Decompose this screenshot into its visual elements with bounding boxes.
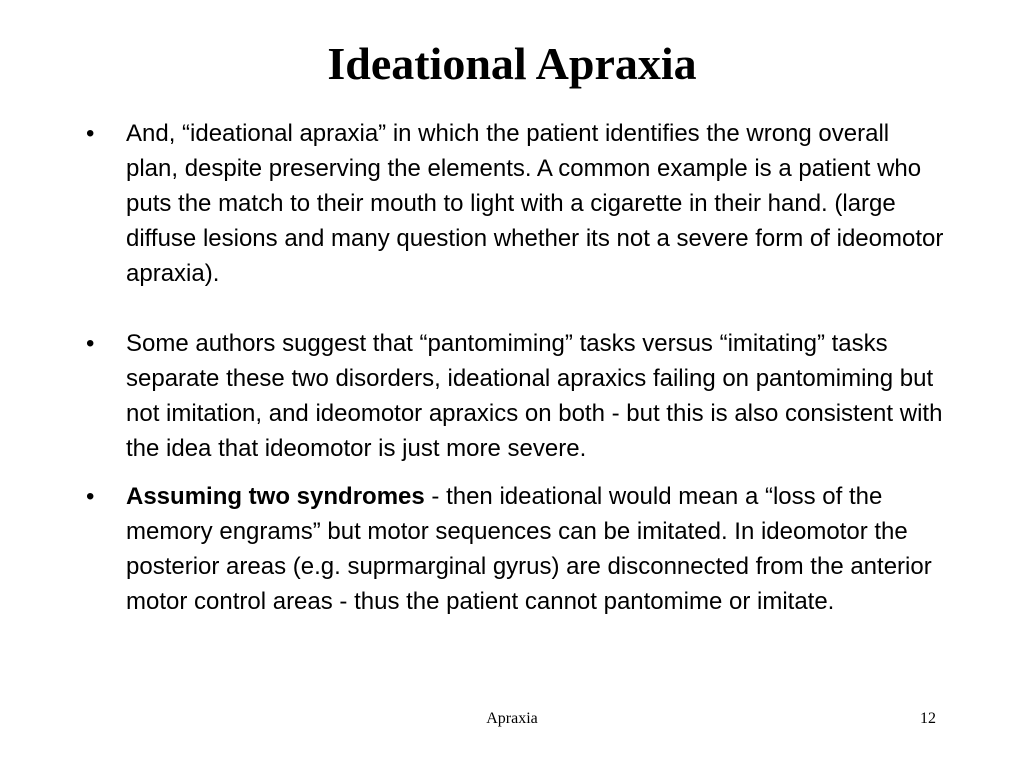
bullet-list (86, 116, 946, 619)
bullet-text: And, “ideational apraxia” in which the patient identifies the wrong overall plan, despite preserving the elements. A common example is a patient who puts the match to their mouth to light with a cigarette in their hand. (large diffuse lesions and many question whether its not a severe form of ideomotor apraxia). (126, 120, 944, 287)
bullet-item-2 (86, 326, 946, 466)
bullet-item-1 (86, 116, 946, 291)
bullet-text: Some authors suggest that “pantomiming” tasks versus “imitating” tasks separate these two disorders, ideational apraxics failing on pantomiming but not imitation, and ideomotor apraxics on both - but this is also consistent with the idea that ideomotor is just more severe. (126, 330, 943, 462)
bullet-bold-lead: Assuming two syndromes (126, 483, 425, 510)
bullet-item-3 (86, 479, 946, 619)
bullet-icon: • (86, 483, 95, 510)
slide-title: Ideational Apraxia (327, 38, 697, 89)
footer-title: Apraxia (486, 710, 538, 727)
bullet-text: - then ideational would mean a “loss of the memory engrams” but motor sequences can be imitated. In ideomotor the posterior areas (e.g. suprmarginal gyrus) are disconnected from the anterior motor control areas - thus the patient cannot pantomime or imitate. (126, 483, 932, 615)
bullet-icon: • (86, 330, 95, 357)
bullet-icon: • (86, 120, 95, 147)
page-number: 12 (920, 710, 936, 727)
